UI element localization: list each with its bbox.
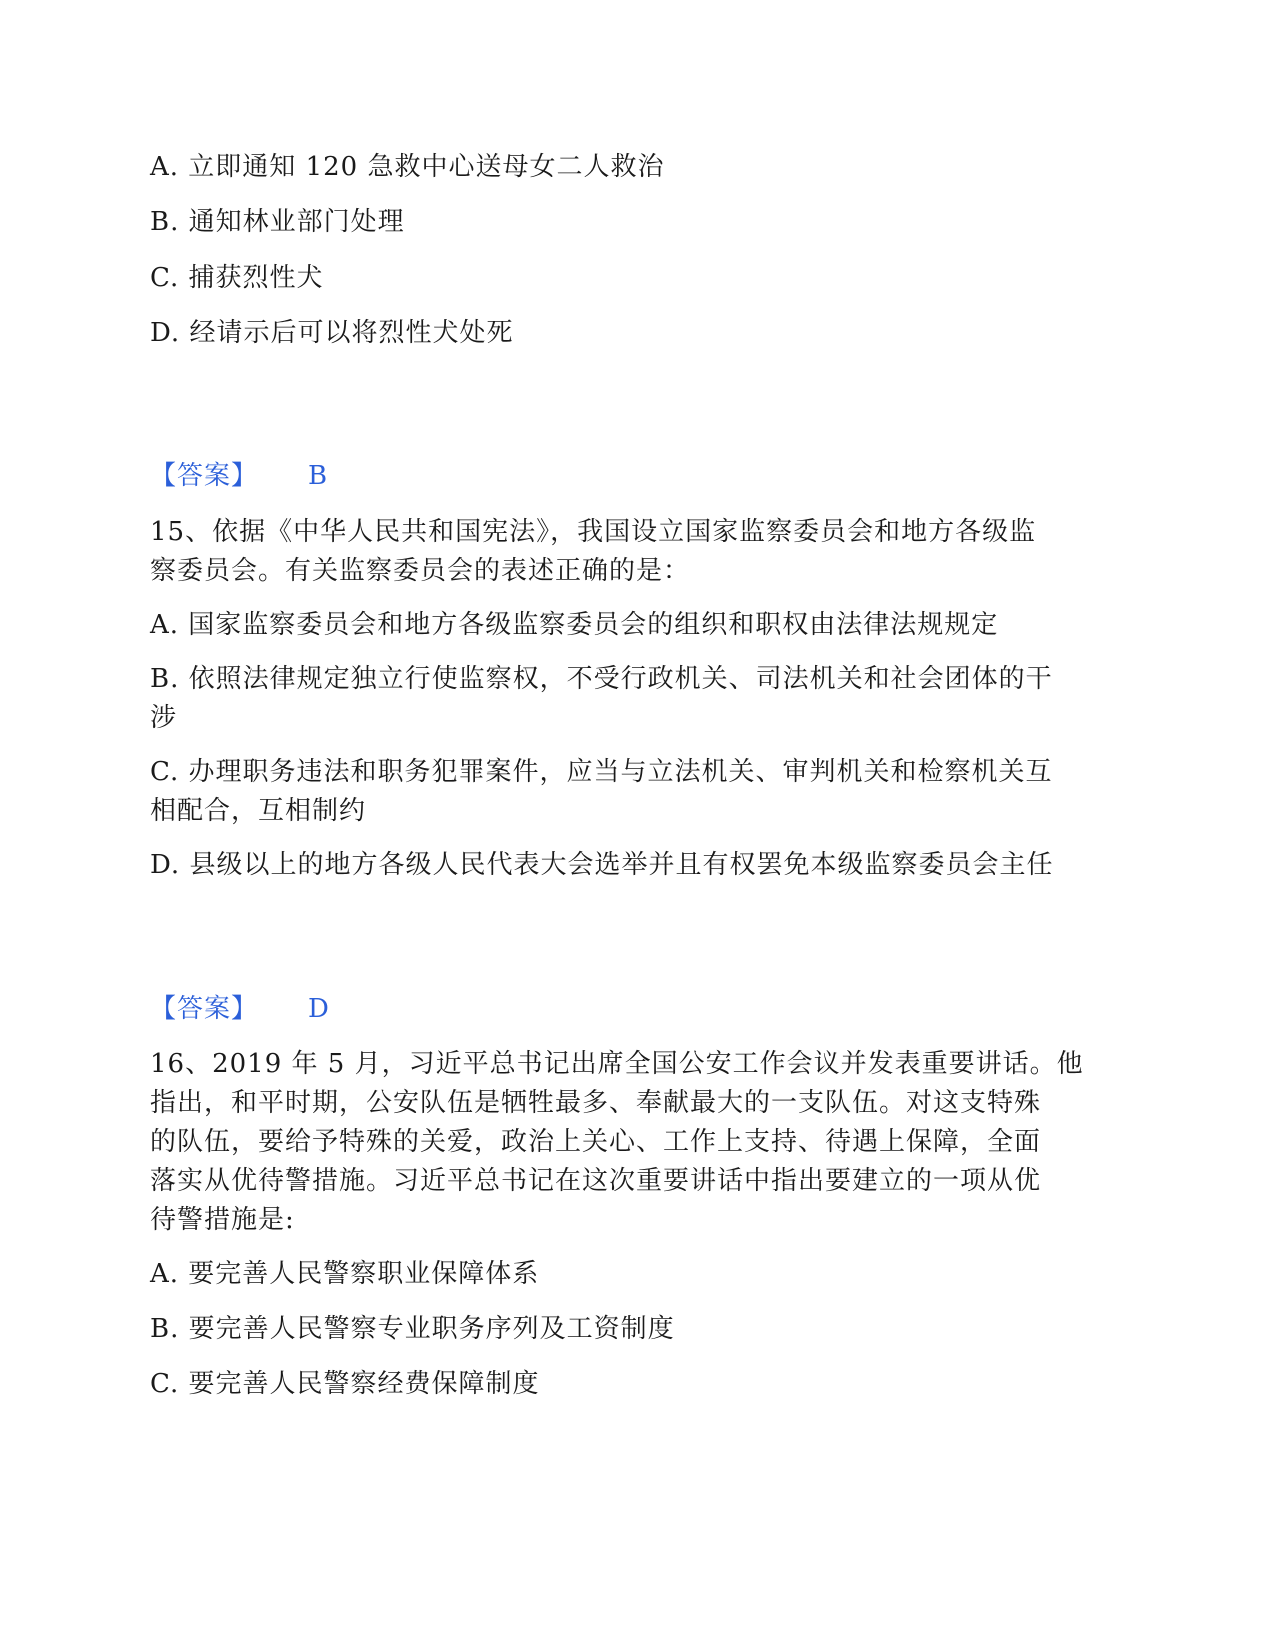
q14-option-b: B. 通知林业部门处理 xyxy=(150,207,405,237)
q14-answer xyxy=(150,461,328,491)
q14-option-c: C. 捕获烈性犬 xyxy=(150,263,324,293)
q14-option-a: A. 立即通知 120 急救中心送母女二人救治 xyxy=(150,152,665,182)
q16-stem-line-2: 指出，和平时期，公安队伍是牺牲最多、奉献最大的一支队伍。对这支特殊 xyxy=(150,1088,1042,1118)
answer-value: B xyxy=(308,461,329,491)
q16-stem-line-5: 待警措施是: xyxy=(150,1205,295,1235)
q15-option-b-line-1: B. 依照法律规定独立行使监察权，不受行政机关、司法机关和社会团体的干 xyxy=(150,664,1053,694)
q15-stem-line-1: 15、依据《中华人民共和国宪法》，我国设立国家监察委员会和地方各级监 xyxy=(150,517,1037,547)
answer-label: 【答案】 xyxy=(150,461,259,491)
q14-option-d: D. 经请示后可以将烈性犬处死 xyxy=(150,318,514,348)
q15-option-a: A. 国家监察委员会和地方各级监察委员会的组织和职权由法律法规规定 xyxy=(150,610,999,640)
q16-option-b: B. 要完善人民警察专业职务序列及工资制度 xyxy=(150,1314,675,1344)
q16-option-a: A. 要完善人民警察职业保障体系 xyxy=(150,1259,540,1289)
q16-stem-line-4: 落实从优待警措施。习近平总书记在这次重要讲话中指出要建立的一项从优 xyxy=(150,1166,1042,1196)
q15-option-c-line-2: 相配合，互相制约 xyxy=(150,796,367,826)
q15-option-d: D. 县级以上的地方各级人民代表大会选举并且有权罢免本级监察委员会主任 xyxy=(150,850,1054,880)
q15-option-b-line-2: 涉 xyxy=(150,703,178,733)
q15-option-c-line-1: C. 办理职务违法和职务犯罪案件，应当与立法机关、审判机关和检察机关互 xyxy=(150,757,1053,787)
q16-stem-line-1: 16、2019 年 5 月，习近平总书记出席全国公安工作会议并发表重要讲话。他 xyxy=(150,1049,1084,1079)
q16-option-c: C. 要完善人民警察经费保障制度 xyxy=(150,1369,540,1399)
q15-answer xyxy=(150,994,330,1024)
q15-stem-line-2: 察委员会。有关监察委员会的表述正确的是： xyxy=(150,556,691,586)
q16-stem-line-3: 的队伍，要给予特殊的关爱，政治上关心、工作上支持、待遇上保障，全面 xyxy=(150,1127,1042,1157)
answer-label: 【答案】 xyxy=(150,994,259,1024)
answer-value: D xyxy=(308,994,330,1024)
